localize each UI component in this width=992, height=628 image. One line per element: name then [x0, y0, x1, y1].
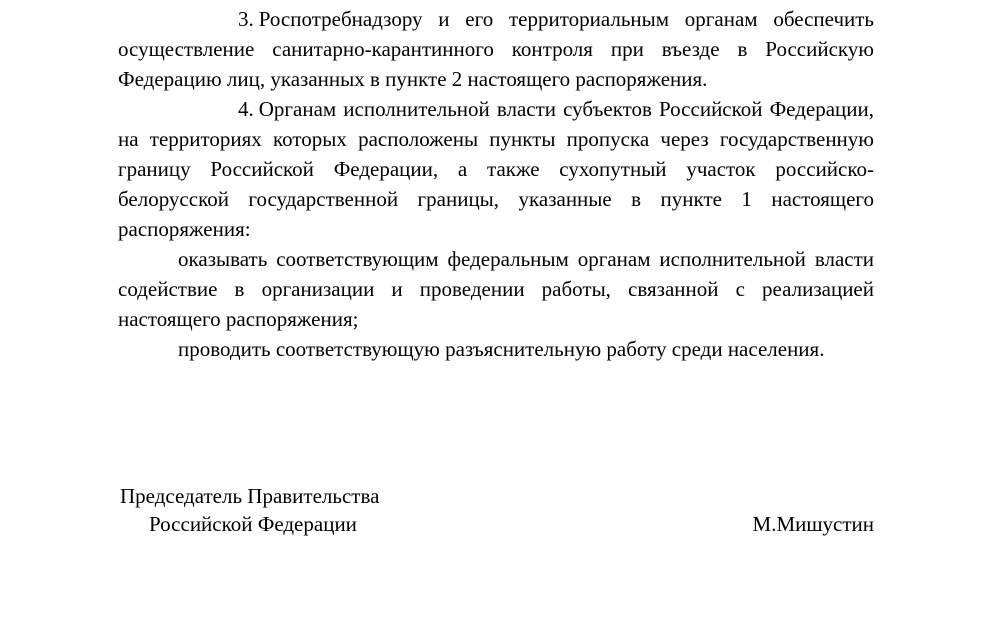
signatory-title-line-1: Председатель Правительства: [120, 484, 380, 508]
paragraph-4-item-1: [118, 244, 874, 334]
document-body: [118, 4, 874, 364]
paragraph-number: 4.: [238, 97, 254, 121]
paragraph-4: [118, 94, 874, 244]
paragraph-text: оказывать соответствующим федеральным органам исполнительной власти содействие в организации и проведении работы, связанной с реализацией настоящего распоряжения;: [118, 247, 874, 331]
signatory-name: М.Мишустин: [752, 512, 874, 536]
paragraph-3: [118, 4, 874, 94]
paragraph-text: Органам исполнительной власти субъектов Российской Федерации, на территориях которых расположены пункты пропуска через государственную границу Российской Федерации, а также сухопутный участок российско-белорусской государственной границы, указанные в пункте 1 настоящего распоряжения:: [118, 97, 874, 241]
paragraph-number: 3.: [238, 7, 254, 31]
paragraph-text: Роспотребнадзору и его территориальным органам обеспечить осуществление санитарно-карантинного контроля при въезде в Российскую Федерацию лиц, указанных в пункте 2 настоящего распоряжения.: [118, 7, 874, 91]
paragraph-4-item-2: [118, 334, 874, 364]
signatory-title-line-2: Российской Федерации: [149, 512, 357, 536]
paragraph-text: проводить соответствующую разъяснительную работу среди населения.: [178, 337, 825, 361]
